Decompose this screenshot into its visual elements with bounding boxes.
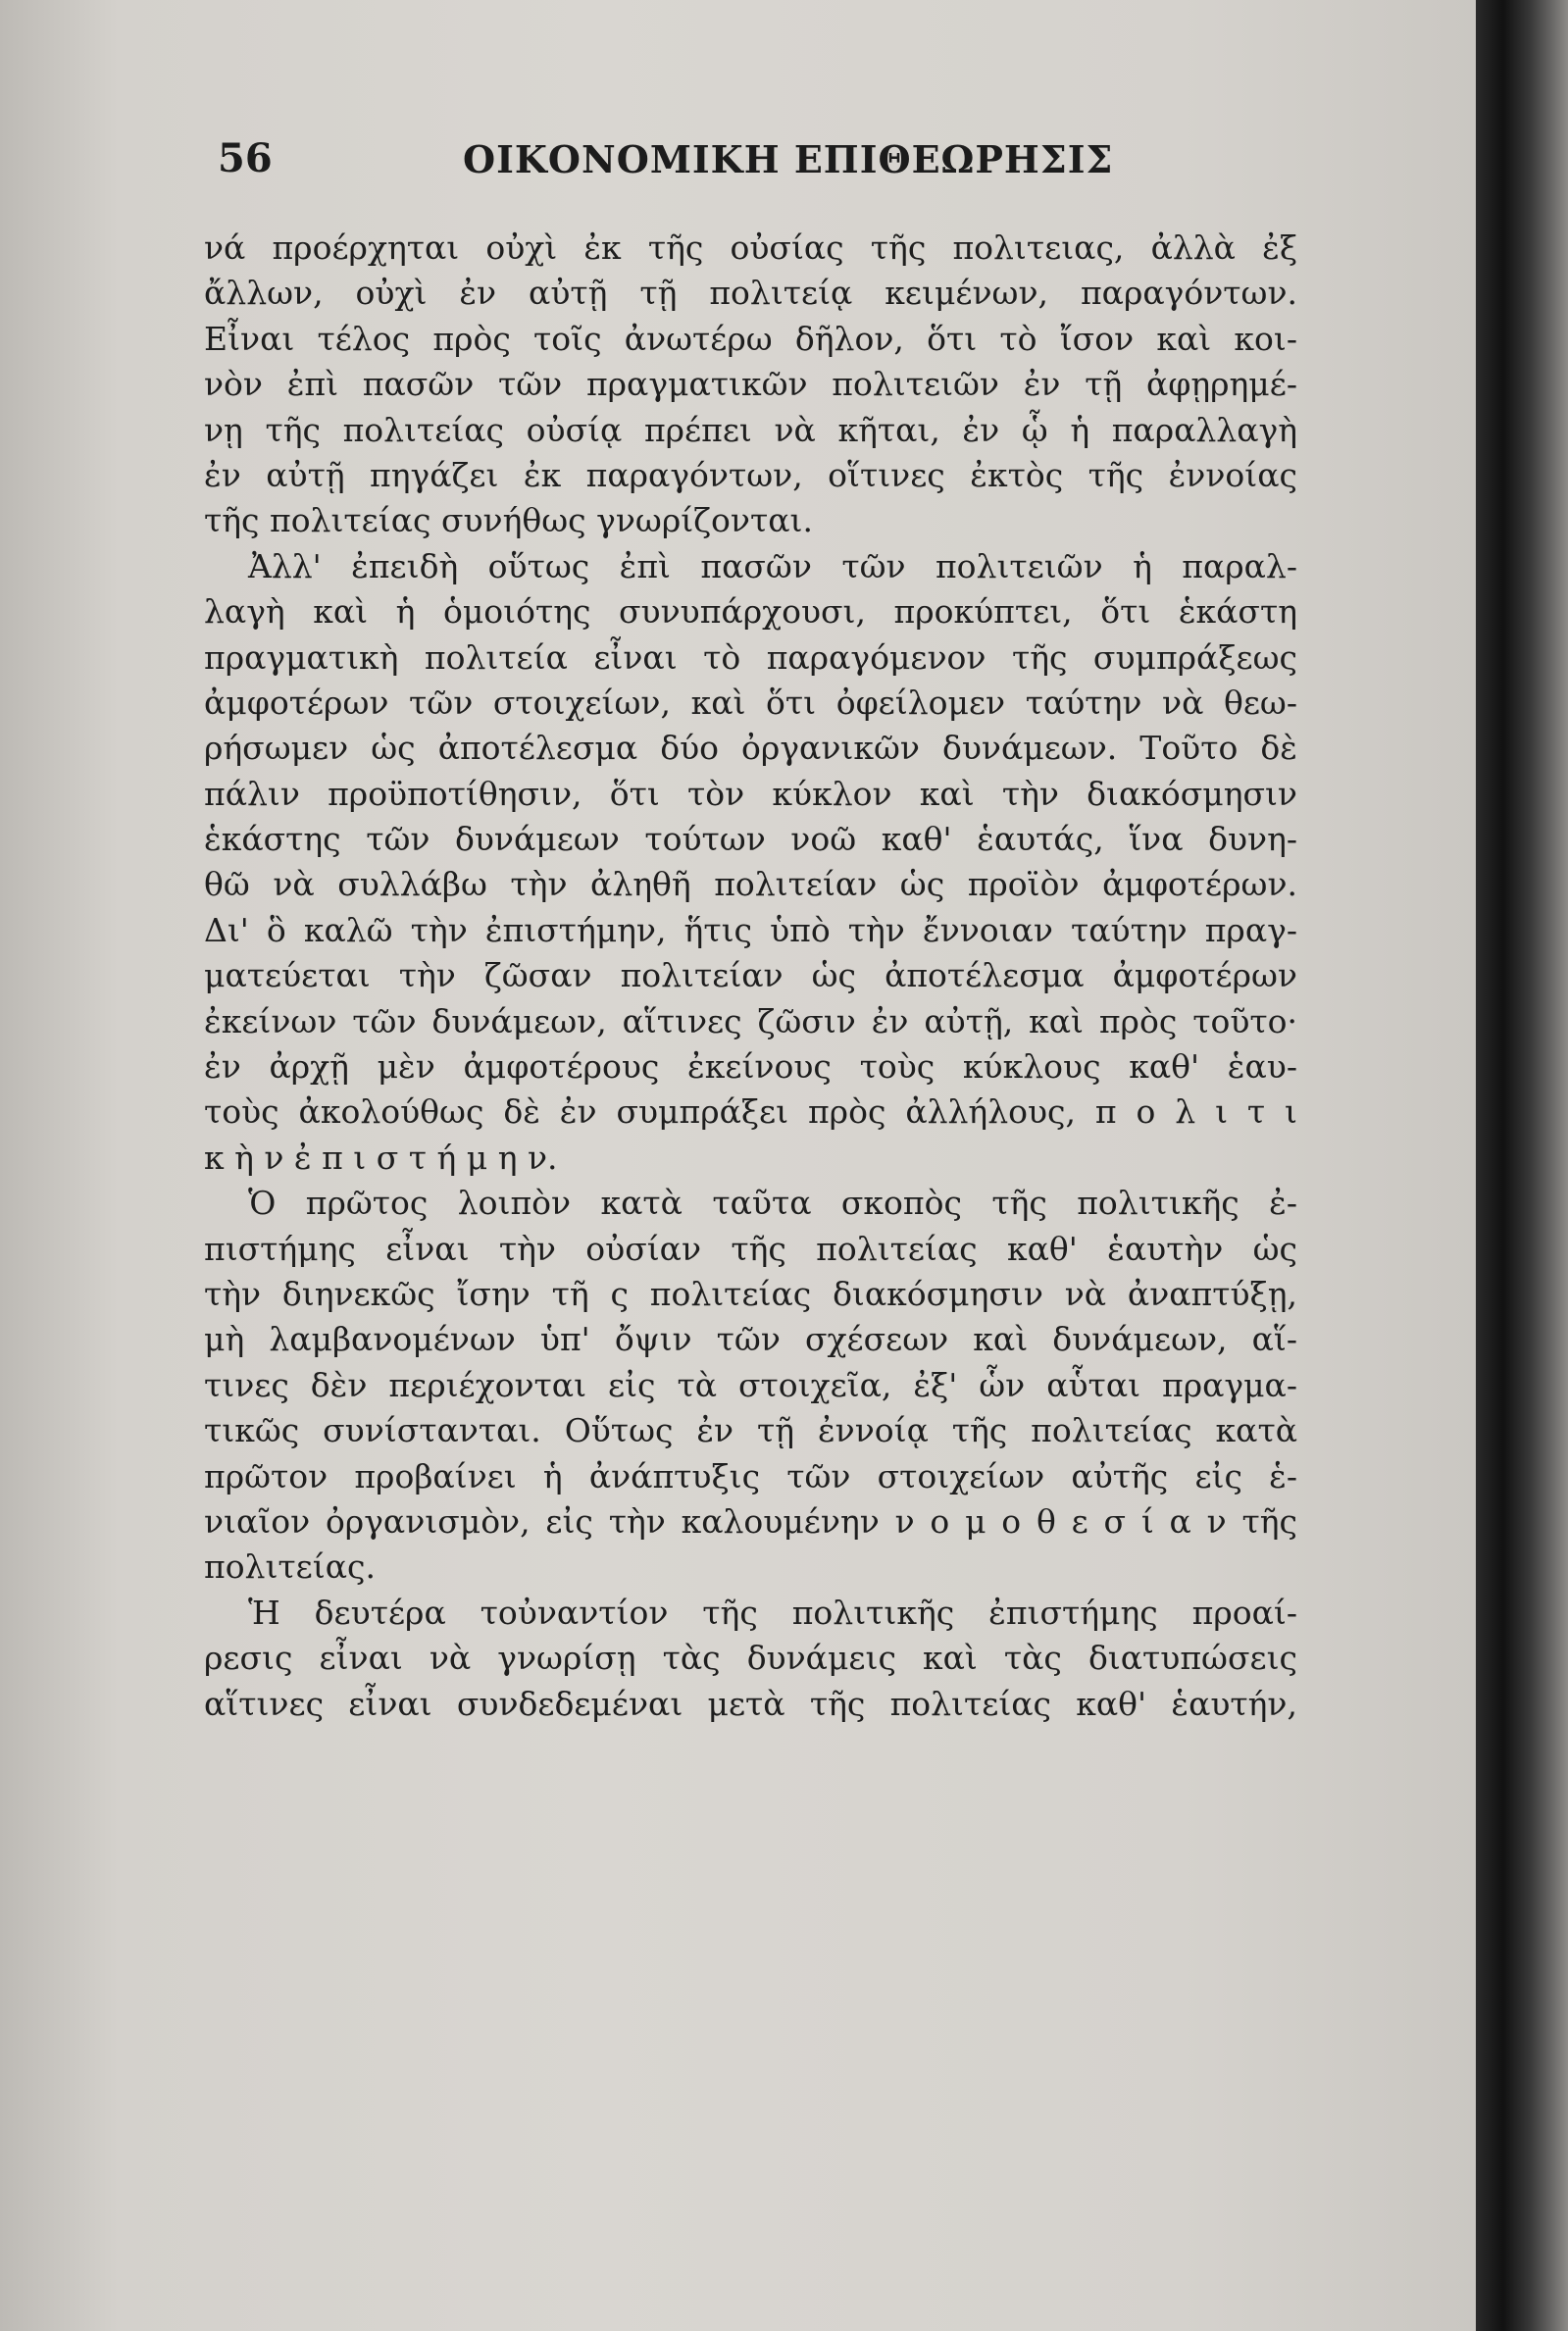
text-line: τῆς πολιτείας συνήθως γνωρίζονται.	[204, 501, 813, 540]
text-line: ἐν αὐτῇ πηγάζει ἐκ παραγόντων, οἵτινες ἐκτὸς τῆς ἐννοίας	[204, 455, 1297, 494]
text-line: θῶ νὰ συλλάβω τὴν ἀληθῆ πολιτείαν ὡς προϊὸν ἀμφοτέρων.	[204, 865, 1297, 904]
text-line: τὴν διηνεκῶς ἴσην τῆ ς πολιτείας διακόσμησιν νὰ ἀναπτύξῃ,	[204, 1274, 1297, 1313]
running-title: ΟΙΚΟΝΟΜΙΚΗ ΕΠΙΘΕΩΡΗΣΙΣ	[463, 137, 1114, 181]
book-gutter	[1476, 0, 1568, 2331]
text-line: νὸν ἐπὶ πασῶν τῶν πραγματικῶν πολιτειῶν ἐν τῇ ἀφῃρημέ-	[204, 365, 1297, 404]
text-line: πάλιν προϋποτίθησιν, ὅτι τὸν κύκλον καὶ τὴν διακόσμησιν	[204, 774, 1297, 813]
text-line: ρεσις εἶναι νὰ γνωρίσῃ τὰς δυνάμεις καὶ τὰς διατυπώσεις	[204, 1639, 1297, 1678]
text-line: ἐν ἀρχῇ μὲν ἀμφοτέρους ἐκείνους τοὺς κύκλους καθ' ἑαυ-	[204, 1047, 1297, 1087]
text-line: Ὁ πρῶτος λοιπὸν κατὰ ταῦτα σκοπὸς τῆς πολιτικῆς ἐ-	[248, 1184, 1297, 1223]
text-line: ματεύεται τὴν ζῶσαν πολιτείαν ὡς ἀποτέλεσμα ἀμφοτέρων	[204, 956, 1297, 995]
page-header	[218, 135, 1345, 194]
text-line: πρῶτον προβαίνει ἡ ἀνάπτυξις τῶν στοιχείων αὐτῆς εἰς ἑ-	[204, 1456, 1297, 1495]
text-line: ἀμφοτέρων τῶν στοιχείων, καὶ ὅτι ὀφείλομεν ταύτην νὰ θεω-	[204, 683, 1297, 722]
text-line: τινες δὲν περιέχονται εἰς τὰ στοιχεῖα, ἐξ' ὧν αὗται πραγμα-	[204, 1365, 1297, 1404]
text-line: Δι' ὃ καλῶ τὴν ἐπιστήμην, ἥτις ὑπὸ τὴν ἔννοιαν ταύτην πραγ-	[204, 910, 1297, 949]
text-line: νιαῖον ὀργανισμὸν, εἰς τὴν καλουμένην ν ο μ ο θ ε σ ί α ν τῆς	[204, 1501, 1297, 1541]
page-number: 56	[218, 135, 273, 181]
text-line: νῃ τῆς πολιτείας οὐσίᾳ πρέπει νὰ κῆται, ἐν ᾧ ἡ παραλλαγὴ	[204, 410, 1297, 449]
text-line: τικῶς συνίστανται. Οὕτως ἐν τῇ ἐννοίᾳ τῆς πολιτείας κατὰ	[204, 1411, 1297, 1450]
text-line: πραγματικὴ πολιτεία εἶναι τὸ παραγόμενον τῆς συμπράξεως	[204, 637, 1297, 677]
text-line: Ἡ δευτέρα τοὐναντίον τῆς πολιτικῆς ἐπιστήμης προαί-	[248, 1593, 1297, 1632]
text-line: νά προέρχηται οὐχὶ ἐκ τῆς οὐσίας τῆς πολιτειας, ἀλλὰ ἐξ	[204, 228, 1297, 267]
text-line: τοὺς ἀκολούθως δὲ ἐν συμπράξει πρὸς ἀλλήλους, π ο λ ι τ ι	[204, 1092, 1297, 1132]
text-line: μὴ λαμβανομένων ὑπ' ὄψιν τῶν σχέσεων καὶ δυνάμεων, αἵ-	[204, 1320, 1297, 1359]
text-line: ἐκείνων τῶν δυνάμεων, αἵτινες ζῶσιν ἐν αὐτῇ, καὶ πρὸς τοῦτο·	[204, 1001, 1297, 1040]
body-text	[204, 226, 1297, 1727]
text-line: ρήσωμεν ὡς ἀποτέλεσμα δύο ὀργανικῶν δυνάμεων. Τοῦτο δὲ	[204, 729, 1297, 768]
text-line: πολιτείας.	[204, 1547, 376, 1587]
text-line: κ ὴ ν ἐ π ι σ τ ή μ η ν.	[204, 1138, 558, 1177]
text-line: Ἀλλ' ἐπειδὴ οὕτως ἐπὶ πασῶν τῶν πολιτειῶν ἡ παραλ-	[248, 546, 1297, 585]
text-line: Εἶναι τέλος πρὸς τοῖς ἀνωτέρω δῆλον, ὅτι τὸ ἴσον καὶ κοι-	[204, 319, 1297, 358]
text-line: αἵτινες εἶναι συνδεδεμέναι μετὰ τῆς πολιτείας καθ' ἑαυτήν,	[204, 1684, 1297, 1723]
text-line: πιστήμης εἶναι τὴν οὐσίαν τῆς πολιτείας καθ' ἑαυτὴν ὡς	[204, 1229, 1297, 1268]
text-line: λαγὴ καὶ ἡ ὁμοιότης συνυπάρχουσι, προκύπτει, ὅτι ἑκάστη	[204, 592, 1297, 632]
text-line: ἑκάστης τῶν δυνάμεων τούτων νοῶ καθ' ἑαυτάς, ἵνα δυνη-	[204, 820, 1297, 859]
text-line: ἄλλων, οὐχὶ ἐν αὐτῇ τῇ πολιτείᾳ κειμένων, παραγόντων.	[204, 274, 1297, 313]
